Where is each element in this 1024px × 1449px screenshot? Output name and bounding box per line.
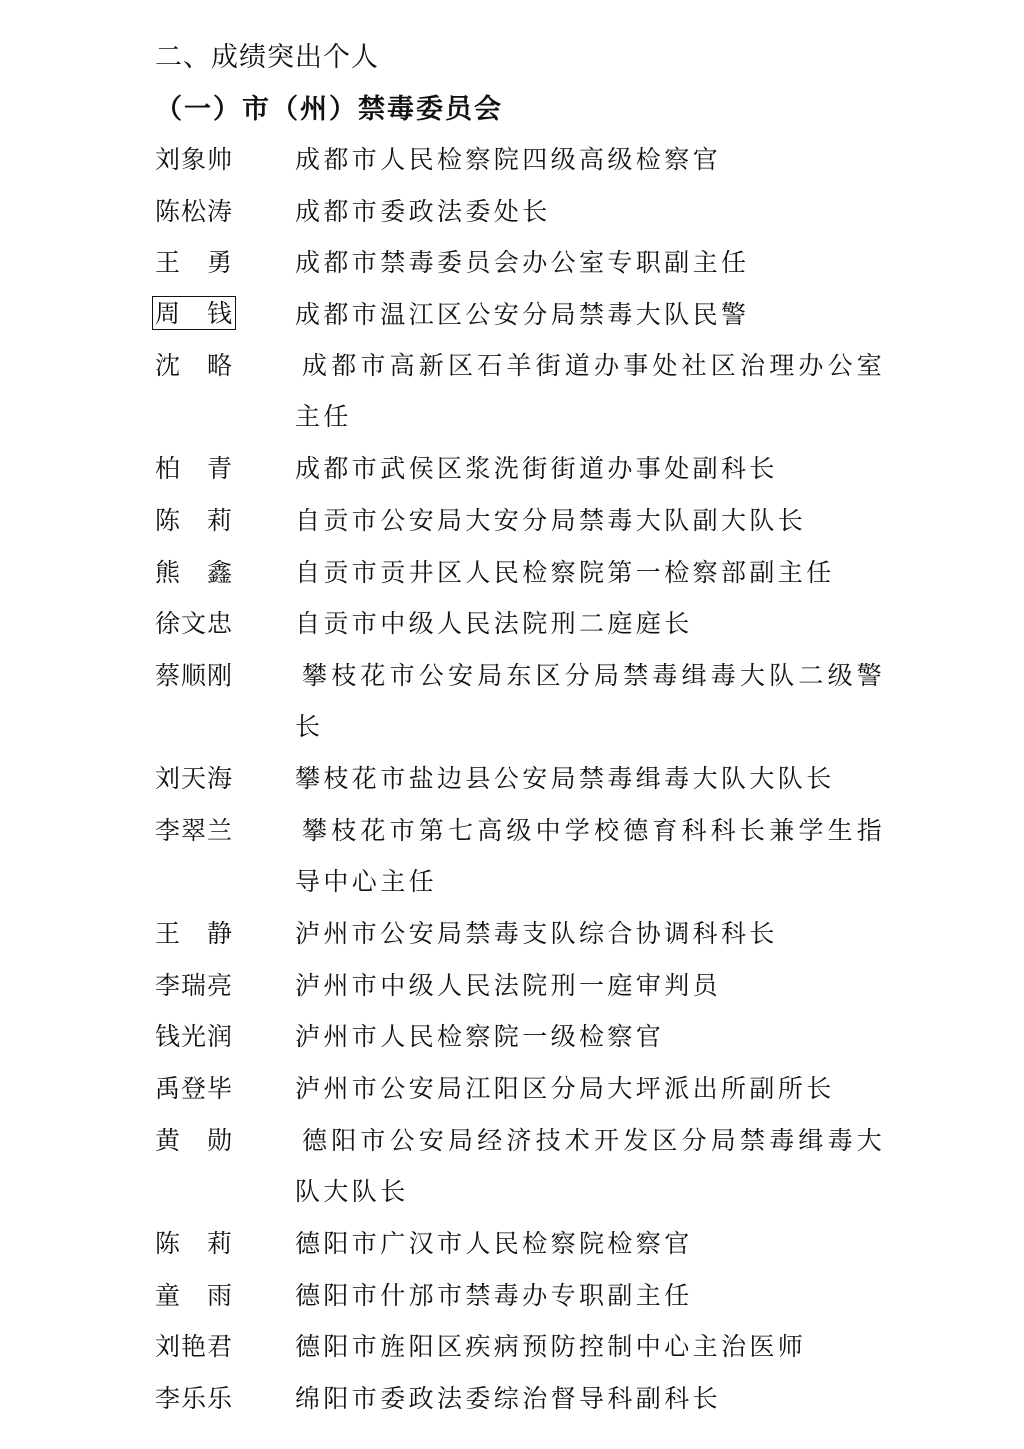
honoree-name: 禹登毕: [155, 1074, 234, 1103]
honoree-name: 李翠兰: [155, 816, 234, 845]
honoree-position: 成都市人民检察院四级高级检察官: [295, 145, 722, 174]
honoree-position: 成都市禁毒委员会办公室专职副主任: [295, 248, 750, 277]
honoree-position: 德阳市旌阳区疾病预防控制中心主治医师: [295, 1332, 807, 1361]
honoree-name: 柏 青: [155, 454, 234, 483]
honoree-position: 自贡市公安局大安分局禁毒大队副大队长: [295, 506, 807, 535]
honoree-name: 沈 略: [155, 351, 234, 380]
honoree-name: 王 静: [155, 919, 234, 948]
honoree-position: 攀枝花市第七高级中学校德育科科长兼学生指: [302, 816, 887, 845]
section-title: 二、成绩突出个人: [155, 42, 379, 73]
honoree-position: 攀枝花市盐边县公安局禁毒缉毒大队大队长: [295, 764, 835, 793]
honoree-position: 自贡市中级人民法院刑二庭庭长: [295, 609, 693, 638]
honoree-position: 泸州市公安局禁毒支队综合协调科科长: [295, 919, 778, 948]
honoree-position: 泸州市公安局江阳区分局大坪派出所副所长: [295, 1074, 835, 1103]
honoree-name: 李瑞亮: [155, 971, 234, 1000]
honoree-position: 成都市委政法委处长: [295, 197, 551, 226]
honoree-position-continued: 导中心主任: [295, 867, 438, 896]
subsection-title: （一）市（州）禁毒委员会: [155, 94, 503, 125]
honoree-name: 李乐乐: [155, 1384, 234, 1413]
honoree-name: 钱光润: [155, 1022, 234, 1051]
honoree-position: 成都市温江区公安分局禁毒大队民警: [295, 300, 750, 329]
honoree-name: 刘天海: [155, 764, 234, 793]
honoree-position: 泸州市人民检察院一级检察官: [295, 1022, 665, 1051]
honoree-name: 童 雨: [155, 1281, 234, 1310]
honoree-position: 成都市高新区石羊街道办事处社区治理办公室: [302, 351, 887, 380]
honoree-name: 陈 莉: [155, 1229, 234, 1258]
honoree-name: 黄 勋: [155, 1126, 234, 1155]
honoree-name: 徐文忠: [155, 609, 234, 638]
honoree-position: 德阳市广汉市人民检察院检察官: [295, 1229, 693, 1258]
honoree-name: 刘艳君: [155, 1332, 234, 1361]
honoree-position: 泸州市中级人民法院刑一庭审判员: [295, 971, 722, 1000]
honoree-name: 熊 鑫: [155, 558, 234, 587]
honoree-name: 陈松涛: [155, 197, 234, 226]
honoree-position-continued: 队大队长: [295, 1177, 409, 1206]
honoree-position-continued: 主任: [295, 402, 352, 431]
honoree-position: 德阳市什邡市禁毒办专职副主任: [295, 1281, 693, 1310]
honoree-name: 王 勇: [155, 248, 234, 277]
honoree-name: 刘象帅: [155, 145, 234, 174]
honoree-name: 蔡顺刚: [155, 661, 234, 690]
honoree-position: 绵阳市委政法委综治督导科副科长: [295, 1384, 722, 1413]
honoree-position: 自贡市贡井区人民检察院第一检察部副主任: [295, 558, 835, 587]
honoree-name: 陈 莉: [155, 506, 234, 535]
honoree-position: 攀枝花市公安局东区分局禁毒缉毒大队二级警: [302, 661, 887, 690]
honoree-position-continued: 长: [295, 712, 324, 741]
honoree-position: 德阳市公安局经济技术开发区分局禁毒缉毒大: [302, 1126, 887, 1155]
honoree-name-boxed: 周 钱: [152, 296, 236, 330]
honoree-position: 成都市武侯区浆洗街街道办事处副科长: [295, 454, 778, 483]
